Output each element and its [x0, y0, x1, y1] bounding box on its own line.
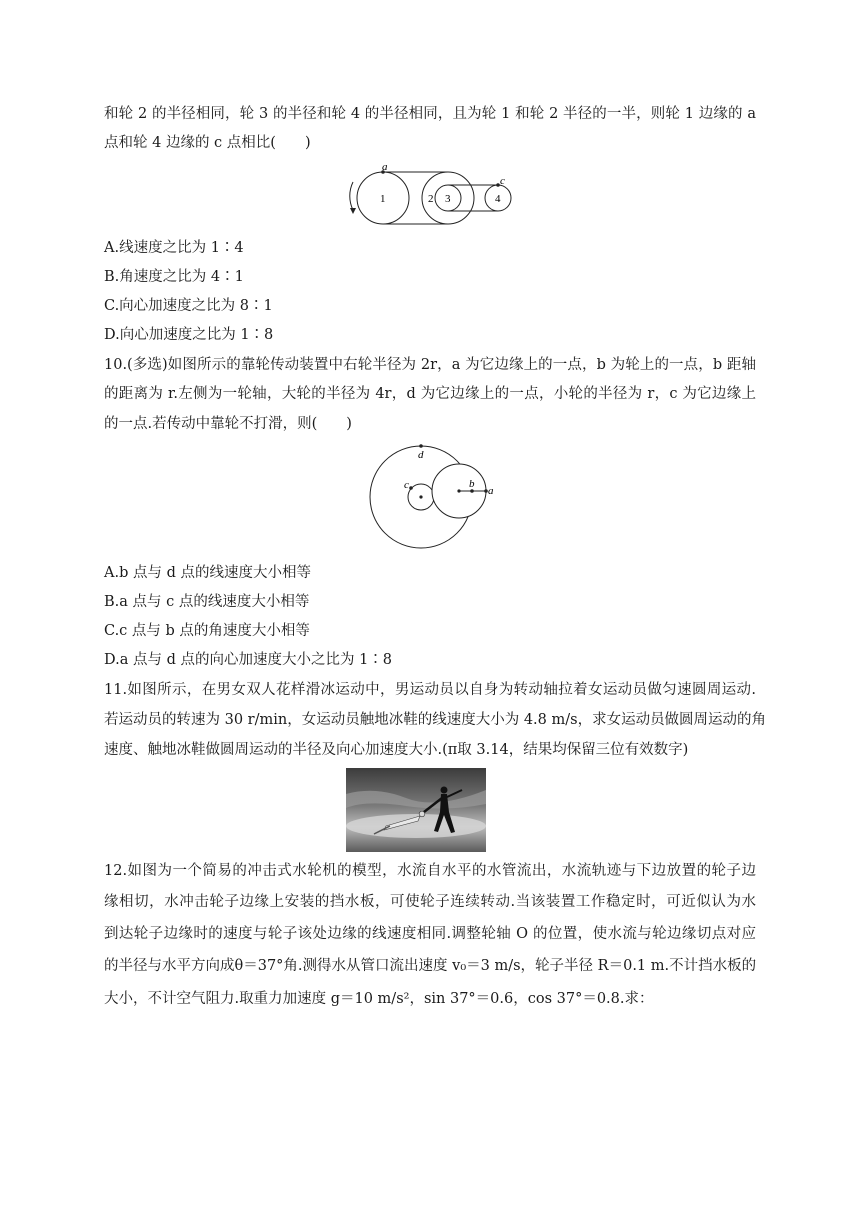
figure-skating-photo [346, 768, 486, 852]
label-wheel-3: 3 [445, 193, 451, 205]
q12-text-line-5: 大小，不计空气阻力.取重力加速度 g＝10 m/s²，sin 37°＝0.6，cos 37°＝0.8.求： [104, 991, 654, 1007]
rotation-arrowhead [350, 208, 356, 214]
q10-option-c: C.c 点与 b 点的角速度大小相等 [104, 623, 310, 639]
label-wheel-1: 1 [380, 193, 386, 205]
point-d [419, 444, 423, 448]
q9-option-a: A.线速度之比为 1∶4 [104, 240, 244, 256]
q9-option-d: D.向心加速度之比为 1∶8 [104, 327, 274, 343]
q11-text-line-1: 11.如图所示，在男女双人花样滑冰运动中，男运动员以自身为转动轴拉着女运动员做匀速圆周运动. [104, 682, 756, 698]
rotation-arrow [350, 182, 353, 210]
q10-text-line-1: 10.(多选)如图所示的靠轮传动装置中右轮半径为 2r，a 为它边缘上的一点，b 为轮上的一点，b 距轴 [104, 357, 756, 373]
friction-wheel-figure [360, 440, 510, 556]
q12-text-line-2: 缘相切，水冲击轮子边缘上安装的挡水板，可使轮子连续转动.当该装置工作稳定时，可近似认为水 [104, 894, 756, 910]
label-wheel-4: 4 [495, 193, 501, 205]
q9-text-line-2: 点和轮 4 边缘的 c 点相比( ) [104, 135, 311, 151]
q10-text-line-2: 的距离为 r.左侧为一轮轴，大轮的半径为 4r，d 为它边缘上的一点，小轮的半径为 r，c 为它边缘上 [104, 386, 756, 402]
q9-option-c: C.向心加速度之比为 8∶1 [104, 298, 273, 314]
point-c [409, 486, 413, 490]
q10-text-line-3: 的一点.若传动中靠轮不打滑，则( ) [104, 416, 352, 432]
q11-text-line-3: 速度、触地冰鞋做圆周运动的半径及向心加速度大小.(π取 3.14，结果均保留三位有效数字) [104, 742, 689, 758]
label-wheel-2: 2 [428, 193, 434, 205]
q12-text-line-4: 的半径与水平方向成θ＝37°角.测得水从管口流出速度 v₀＝3 m/s，轮子半径 R＝0.1 m.不计挡水板的 [104, 958, 757, 974]
label-b: b [469, 478, 475, 490]
q9-text-line-1: 和轮 2 的半径相同，轮 3 的半径和轮 4 的半径相同，且为轮 1 和轮 2 半径的一半，则轮 1 边缘的 a [104, 106, 756, 122]
label-c: c [500, 175, 505, 187]
q12-text-line-3: 到达轮子边缘时的速度与轮子该处边缘的线速度相同.调整轮轴 O 的位置，使水流与轮边缘切点对应 [104, 926, 756, 942]
q9-option-b: B.角速度之比为 4∶1 [104, 269, 244, 285]
q10-option-b: B.a 点与 c 点的线速度大小相等 [104, 594, 310, 610]
belt-pulley-figure [340, 160, 520, 232]
label-a: a [488, 485, 494, 497]
q10-option-a: A.b 点与 d 点的线速度大小相等 [104, 565, 311, 581]
q11-text-line-2: 若运动员的转速为 30 r/min，女运动员触地冰鞋的线速度大小为 4.8 m/s，求女运动员做圆周运动的角 [104, 712, 767, 728]
q12-text-line-1: 12.如图为一个简易的冲击式水轮机的模型，水流自水平的水管流出，水流轨迹与下边放置的轮子边 [104, 863, 756, 879]
label-a: a [382, 161, 388, 173]
label-c: c [404, 479, 409, 491]
label-d: d [418, 449, 424, 461]
q10-option-d: D.a 点与 d 点的向心加速度大小之比为 1∶8 [104, 652, 393, 668]
